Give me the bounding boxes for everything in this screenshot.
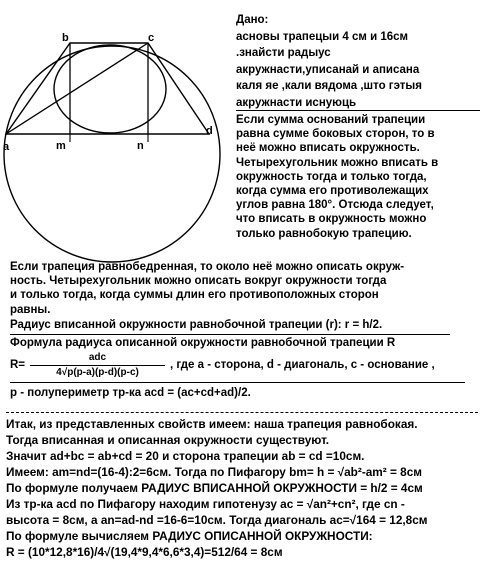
label-b: b [62, 32, 69, 44]
divider-solution [6, 412, 478, 413]
diagonal-ac [6, 43, 148, 134]
given-line: .знайсти радыус [236, 47, 331, 59]
solution-line: Из тр-ка acd по Пифагору находим гипотенузу ac = √an²+cn², где cn - [6, 497, 405, 511]
formula-explanation: , где a - сторона, d - диагональ, с - основание , [170, 359, 435, 371]
given-block [236, 12, 422, 111]
formula-lhs: R= [10, 359, 26, 371]
divider-inradius [10, 334, 450, 335]
solution-line: По формуле получаем РАДИУС ВПИСАННОЙ ОКРУЖНОСТИ = h/2 = 4см [6, 481, 423, 495]
solution-block [6, 416, 428, 560]
solution-line: высота = 8см, а an=ad-nd =16-6=10см. Тогда диагональ ac=√164 = 12,8см [6, 513, 428, 527]
solution-line: Итак, из представленных свойств имеем: наша трапеция равнобокая. [6, 417, 418, 431]
text-line: неё можно вписать окружность. [236, 142, 420, 155]
divider-formula [10, 382, 465, 383]
trapezoid [6, 43, 209, 134]
text-line: и только тогда, когда суммы длин его противоположных сторон [10, 289, 379, 302]
label-c: c [148, 32, 155, 44]
text-line: что вписать в окружность можно [236, 213, 427, 226]
text-line: окружность тогда и только тогда, [236, 170, 427, 183]
label-m: m [56, 140, 66, 152]
text-line: Если сумма оснований трапеции [236, 114, 426, 126]
fraction-bar [30, 365, 165, 366]
given-line: акружнасти иснуюць [236, 96, 357, 109]
text-line: равны. [10, 303, 51, 316]
inscription-paragraph [236, 113, 438, 241]
label-d: d [206, 125, 213, 137]
solution-line: Тогда вписанная и описанная окружности существуют. [6, 433, 330, 447]
formula-numerator: adc [88, 352, 107, 363]
given-title: Дано: [236, 14, 269, 26]
semiperimeter-line: p - полупериметр тр-ка acd = (ac+cd+ad)/2. [10, 387, 251, 399]
circumscribed-circle [4, 46, 220, 262]
formula-title: Формула радиуса описанной окружности равнобочной трапеции R [10, 337, 396, 349]
divider-given [236, 110, 480, 111]
text-line: равна сумме боковых сторон, то в [236, 128, 435, 141]
given-line: акружнасти,уписанай и аписана [236, 63, 420, 76]
text-line: только равнобокую трапецию. [236, 227, 412, 240]
solution-line: Значит ad+bc = ab+cd = 20 и сторона трапеции ab = cd =10см. [6, 449, 365, 463]
text-line: Если трапеция равнобедренная, то около неё можно описать окруж- [10, 261, 405, 273]
label-n: n [137, 140, 144, 152]
solution-line: По формуле вычисляем РАДИУС ОПИСАННОЙ ОКРУЖНОСТИ: [6, 529, 373, 543]
formula-denominator: 4√p(p-a)(p-d)(p-c) [56, 367, 139, 378]
given-line: каля яе ,кали вядома ,што гэтыя [236, 80, 422, 92]
solution-line: Имеем: am=nd=(16-4):2=6см. Тогда по Пифагору bm= h = √ab²-am² = 8см [6, 465, 423, 479]
inscribed-circle [54, 45, 166, 133]
given-line: асновы трапецыи 4 см и 16см [236, 30, 409, 43]
solution-line: R = (10*12,8*16)/4√(19,4*9,4*6,6*3,4)=512/64 = 8см [6, 545, 283, 559]
inradius-formula: Радиус вписанной окружности равнобочной трапеции (r): r = h/2. [10, 319, 383, 331]
text-line: когда сумма его противолежащих [236, 185, 429, 198]
label-a: a [3, 141, 10, 153]
text-line: Четырехугольник можно вписать в [236, 156, 439, 169]
text-line: ность. Четырехугольник можно описать вокруг окружности тогда [10, 275, 387, 288]
circumscription-paragraph [10, 260, 404, 317]
text-line: углов равна 180°. Отсюда следует, [236, 199, 434, 212]
